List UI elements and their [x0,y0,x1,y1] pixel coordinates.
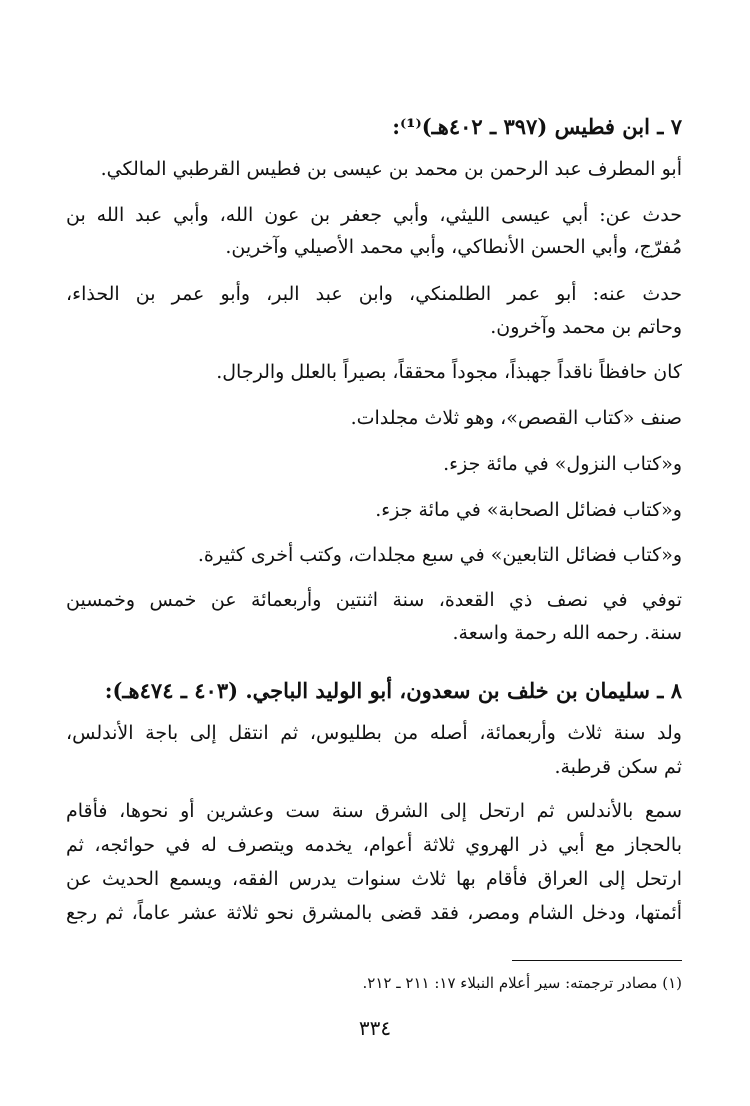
text-line: ولد سنة ثلاث وأربعمائة، أصله من بطليوس، ثم انتقل إلى باجة الأندلس، [66,722,682,744]
text-line: ثم سكن قرطبة. [554,756,682,778]
text-line: أبو المطرف عبد الرحمن بن محمد بن عيسى بن فطيس القرطبي المالكي. [100,158,682,180]
page-number: ٣٣٤ [358,1016,392,1040]
text-line: توفي في نصف ذي القعدة، سنة اثنتين وأربعمائة عن خمس وخمسين [66,589,682,611]
text-line: و«كتاب فضائل الصحابة» في مائة جزء. [375,499,682,521]
text-line: سمع بالأندلس ثم ارتحل إلى الشرق سنة ست وعشرين أو نحوها، فأقام [66,800,682,822]
text-line: حدث عنه: أبو عمر الطلمنكي، وابن عبد البر، وأبو عمر بن الحذاء، [66,283,682,305]
footnote: (١) مصادر ترجمته: سير أعلام النبلاء ١٧: ٢١١ ـ ٢١٢. [362,974,682,992]
text-line: حدث عن: أبي عيسى الليثي، وأبي جعفر بن عون الله، وأبي عبد الله بن [66,204,682,226]
text-line: كان حافظاً ناقداً جهبذاً، مجوداً محققاً، بصيراً بالعلل والرجال. [216,361,682,383]
text-line: صنف «كتاب القصص»، وهو ثلاث مجلدات. [350,407,682,429]
entry-heading-8: ٨ ـ سليمان بن خلف بن سعدون، أبو الوليد الباجي. (٤٠٣ ـ ٤٧٤هـ): [104,678,682,703]
text-line: مُفرّج، وأبي الحسن الأنطاكي، وأبي محمد الأصيلي وآخرين. [225,236,682,258]
text-line: سنة. رحمه الله رحمة واسعة. [452,622,682,644]
text-line: بالحجاز مع أبي ذر الهروي ثلاثة أعوام، يخدمه ويتصرف له في حوائجه، ثم [66,834,682,856]
text-line: و«كتاب فضائل التابعين» في سبع مجلدات، وكتب أخرى كثيرة. [197,544,682,566]
text-line: ارتحل إلى العراق فأقام بها ثلاث سنوات يدرس الفقه، ويسمع الحديث عن [66,868,682,890]
text-line: أئمتها، ودخل الشام ومصر، فقد قضى بالمشرق نحو ثلاثة عشر عاماً، ثم رجع [66,902,682,924]
footnote-divider [512,960,682,961]
text-line: و«كتاب النزول» في مائة جزء. [443,453,682,475]
entry-heading-7: ٧ ـ ابن فطيس (٣٩٧ ـ ٤٠٢هـ)⁽¹⁾: [392,114,682,139]
text-line: وحاتم بن محمد وآخرون. [490,316,682,338]
